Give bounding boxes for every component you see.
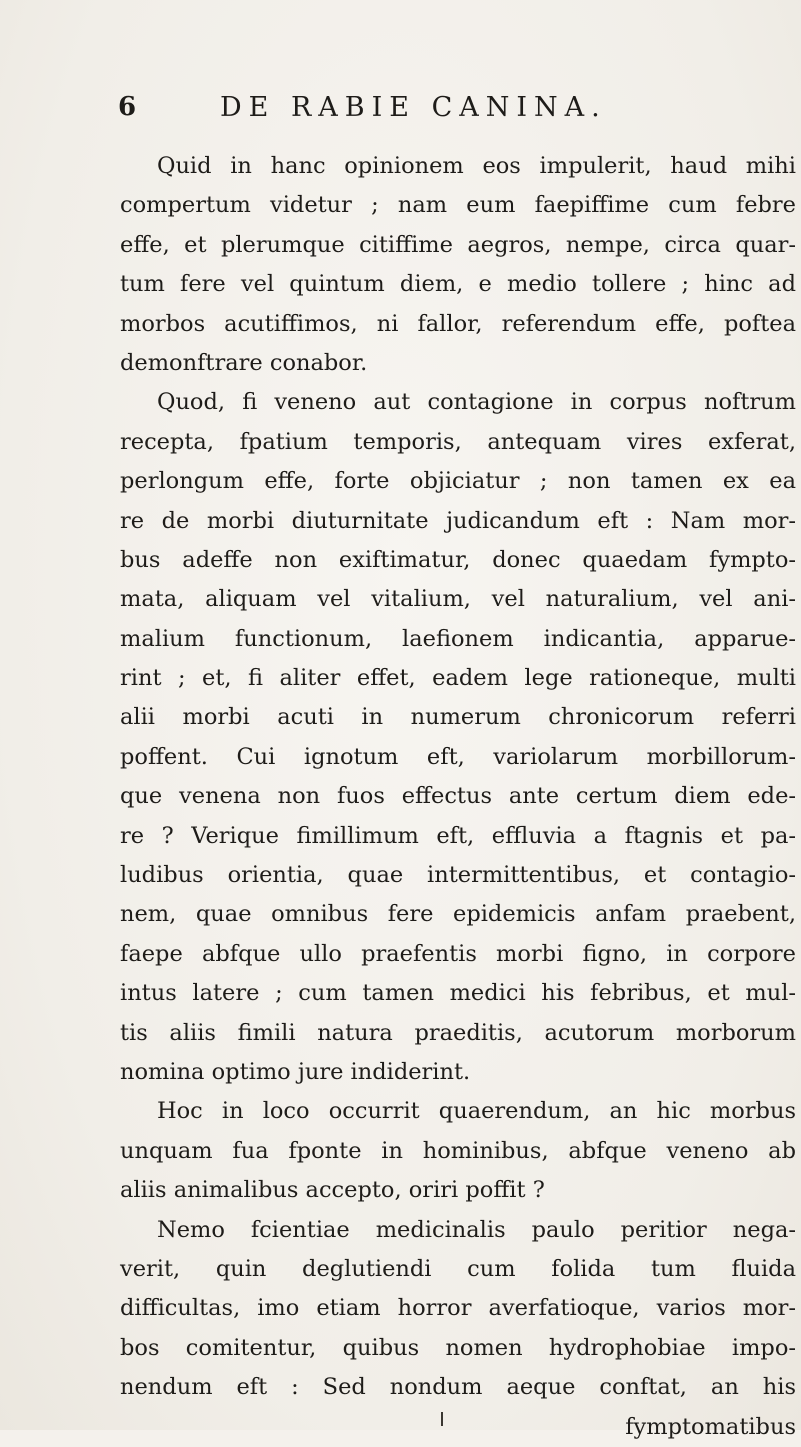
text-line: recepta, fpatium temporis, antequam vires exferat, [120,428,796,455]
text-line: Quid in hanc opinionem eos impulerit, haud mihi [157,153,796,179]
text-line: tis aliis fimili natura praeditis, acutorum morborum [120,1019,796,1046]
text-line: perlongum effe, forte objiciatur ; non tamen ex ea [120,468,796,495]
text-line: tum fere vel quintum diem, e medio tollere ; hinc ad [120,271,796,298]
text-line: nem, quae omnibus fere epidemicis anfam praebent, [120,901,796,928]
text-line: Quod, fi veneno aut contagione in corpus noftrum [157,389,796,416]
page-number: 6 [118,92,139,122]
text-line: re de morbi diuturnitate judicandum eft : Nam mor- [120,507,796,534]
text-line: verit, quin deglutiendi cum folida tum fluida [120,1255,796,1282]
text-line: nendum eft : Sed nondum aeque conftat, an his [120,1374,796,1401]
text-line: rint ; et, fi aliter effet, eadem lege rationeque, multi [120,665,796,692]
text-line: nomina optimo jure indiderint. [120,1058,471,1085]
text-line: malium functionum, laefionem indicantia, apparue- [120,625,796,652]
running-head-title: DE RABIE CANINA. [220,92,607,123]
text-line: demonftrare conabor. [120,349,368,376]
text-line: compertum videtur ; nam eum faepiffime cum febre [120,192,796,219]
text-line: effe, et plerumque citiffime aegros, nempe, circa quar- [120,231,796,258]
running-head [118,88,758,132]
text-line: intus latere ; cum tamen medici his febribus, et mul- [120,980,796,1007]
text-line: alii morbi acuti in numerum chronicorum referri [120,704,796,731]
text-line: mata, aliquam vel vitalium, vel naturalium, vel ani- [120,586,796,613]
text-line: bos comitentur, quibus nomen hydrophobiae impo- [120,1334,796,1361]
text-line: unquam fua fponte in hominibus, abfque veneno ab [120,1137,796,1164]
text-line: morbos acutiffimos, ni fallor, referendum effe, poftea [120,310,796,337]
catchword: fymptomatibus [625,1413,796,1440]
text-line: re ? Verique fimillimum eft, effluvia a ftagnis et pa- [120,822,796,849]
text-line: que venena non fuos effectus ante certum diem ede- [120,783,796,810]
scan-speck [441,1412,443,1426]
text-line: poffent. Cui ignotum eft, variolarum morbillorum- [120,743,796,770]
text-line: Nemo fcientiae medicinalis paulo peritior nega- [157,1216,796,1243]
text-line: bus adeffe non exiftimatur, donec quaedam fympto- [120,546,796,573]
text-line: Hoc in loco occurrit quaerendum, an hic morbus [157,1098,796,1125]
text-line: faepe abfque ullo praefentis morbi figno, in corpore [120,940,796,967]
text-line: aliis animalibus accepto, oriri poffit ? [120,1177,545,1204]
text-line: difficultas, imo etiam horror averfatioque, varios mor- [120,1295,796,1322]
text-line: ludibus orientia, quae intermittentibus, et contagio- [120,862,796,889]
body-text [120,147,796,1447]
